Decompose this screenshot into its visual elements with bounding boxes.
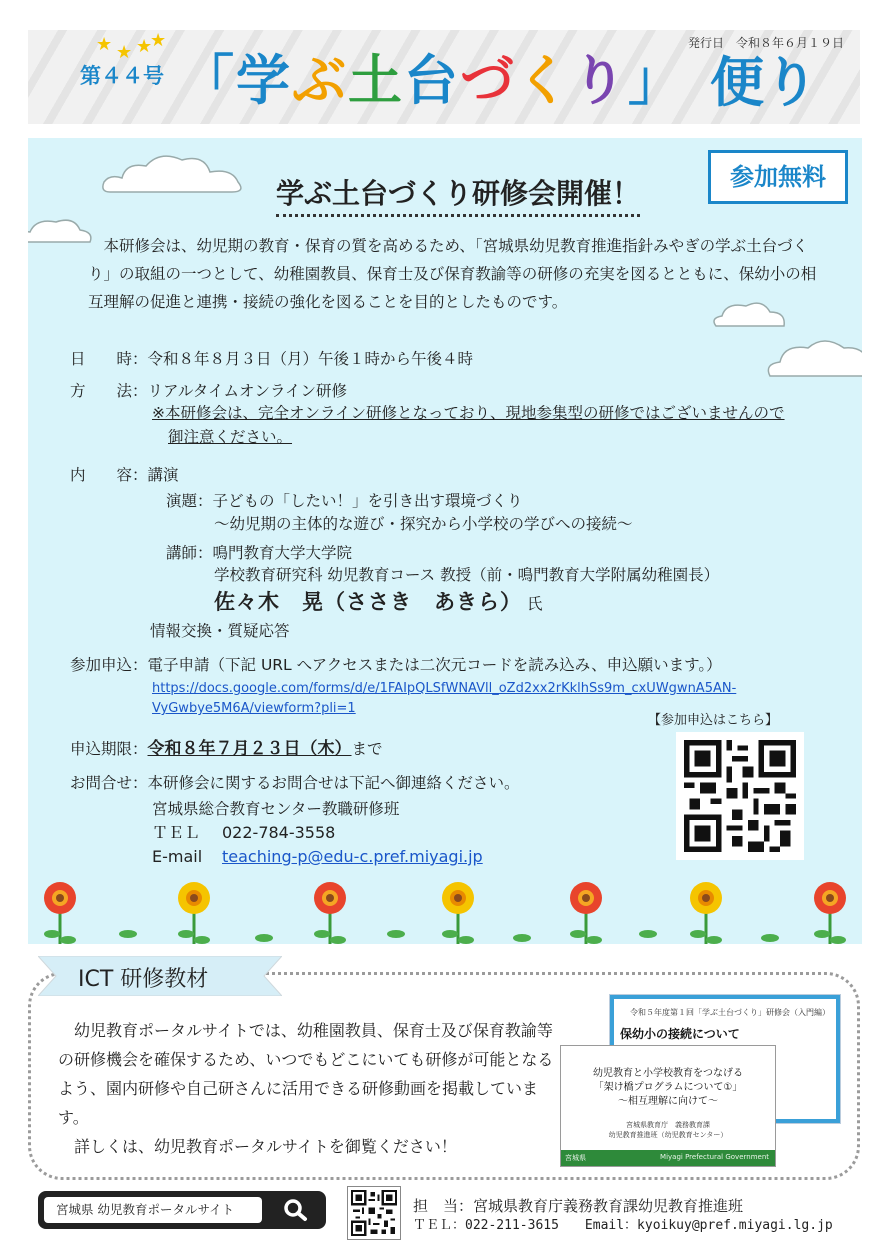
lecturer-affiliation: 学校教育研究科 幼児教育コース 教授（前・鳴門教育大学附属幼稚園長） bbox=[214, 566, 720, 584]
flower-icon bbox=[314, 882, 346, 944]
cloud-icon bbox=[764, 332, 862, 382]
date-row: 日 時：令和８年８月３日（月）午後１時から午後４時 bbox=[70, 350, 474, 368]
flower-icon bbox=[690, 882, 722, 944]
qr-code-icon[interactable] bbox=[347, 1186, 401, 1240]
search-icon[interactable] bbox=[278, 1197, 314, 1223]
theme-subtitle: ～幼児期の主体的な遊び・探究から小学校の学びへの接続～ bbox=[214, 515, 633, 533]
ict-paragraph: 幼児教育ポータルサイトでは、幼稚園教員、保育士及び保育教諭等の研修機会を確保するため、いつでもどこにいても研修が可能となるよう、園内研修や自己研さんに活用できる研修動画を掲載しています。 bbox=[58, 1021, 554, 1127]
lecturer-honorific: 氏 bbox=[526, 595, 543, 613]
portal-search-bar bbox=[38, 1191, 326, 1229]
theme-row: 演題：子どもの「したい！」を引き出す環境づくり bbox=[166, 492, 523, 510]
inquiry-tel: ＴＥＬ 022-784-3558 bbox=[152, 823, 336, 842]
apply-row: 参加申込：電子申請（下記 URL へアクセスまたは二次元コードを読み込み、申込願います。） bbox=[70, 656, 722, 674]
flower-icon bbox=[814, 882, 846, 944]
ict-title: ICT 研修教材 bbox=[78, 967, 209, 992]
lecturer-row: 講師：鳴門教育大学大学院 bbox=[166, 544, 353, 562]
free-badge: 参加無料 bbox=[708, 150, 848, 204]
star-icon: ★ bbox=[150, 30, 167, 51]
inquiry-email: E-mail teaching-p@edu-c.pref.miyagi.jp bbox=[152, 847, 483, 866]
inquiry-organization: 宮城県総合教育センター教職研修班 bbox=[152, 800, 400, 818]
intro-paragraph: 本研修会は、幼児期の教育・保育の質を高めるため、「宮城県幼児教育推進指針みやぎの学ぶ土台づくり」の取組の一つとして、幼稚園教員、保育士及び保育教諭等の研修の充実を図るとともに、保幼小の相互理解の促進と連携・接続の強化を図ることを目的としたものです。 bbox=[88, 237, 817, 311]
issue-date: 発行日 令和８年６月１９日 bbox=[687, 36, 844, 50]
email-link[interactable]: teaching-p@edu-c.pref.miyagi.jp bbox=[222, 847, 483, 866]
star-icon: ★ bbox=[136, 36, 153, 57]
qa-row: 情報交換・質疑応答 bbox=[150, 622, 290, 640]
slide-footer-bar: 宮城県 Miyagi Prefectural Government bbox=[561, 1150, 775, 1166]
event-panel bbox=[28, 138, 862, 944]
flower-icon bbox=[178, 882, 210, 944]
contact-person: 担 当：宮城県教育庁義務教育課幼児教育推進班 bbox=[413, 1197, 744, 1215]
ict-body bbox=[58, 1016, 558, 1161]
star-icon: ★ bbox=[116, 42, 133, 63]
star-icon: ★ bbox=[96, 34, 113, 55]
qr-caption: 【参加申込はこちら】 bbox=[648, 713, 779, 728]
issue-number: 第４４号 bbox=[80, 64, 164, 88]
apply-link[interactable]: https://docs.google.com/forms/d/e/1FAIpQLSfWNAVll_oZd2xx2rKklhSs9m_cxUWgwnA5AN- bbox=[152, 681, 737, 696]
deadline-value: 令和８年７月２３日（木） bbox=[147, 739, 352, 759]
cloud-icon bbox=[100, 148, 250, 198]
ict-paragraph: 詳しくは、幼児教育ポータルサイトを御覧ください！ bbox=[74, 1137, 457, 1156]
deadline-row: 申込期限：令和８年７月２３日（木）まで bbox=[70, 739, 383, 759]
newsletter-header bbox=[28, 30, 860, 124]
apply-link-cont[interactable]: VyGwbye5M6A/viewform?pli=1 bbox=[152, 701, 356, 716]
flower-icon bbox=[44, 882, 76, 944]
inquiry-row: お問合せ：本研修会に関するお問合せは下記へ御連絡ください。 bbox=[70, 774, 520, 792]
search-input[interactable]: 宮城県 幼児教育ポータルサイト bbox=[44, 1197, 262, 1223]
lecturer-name-row bbox=[214, 588, 542, 618]
flower-icon bbox=[570, 882, 602, 944]
method-note-cont: 御注意ください。 bbox=[168, 428, 293, 446]
event-title: 学ぶ土台づくり研修会開催！ bbox=[276, 172, 640, 217]
training-slide-thumbnail[interactable]: 幼児教育と小学校教育をつなげる 「架け橋プログラムについて①」 ～相互理解に向けて～ 宮城県教育庁 義務教育課 幼児教育推進班（幼児教育センター） 宮城県 Miyagi Prefectural Government bbox=[560, 1045, 776, 1167]
content-row: 内 容：講演 bbox=[70, 466, 179, 484]
method-row: 方 法：リアルタイムオンライン研修 bbox=[70, 382, 348, 400]
lecturer-name: 佐々木 晃（ささき あきら） bbox=[214, 590, 522, 614]
training-slide-thumbnail[interactable]: 令和５年度第１回「学ぶ土台づくり」研修会（入門編） 保幼小の接続について bbox=[609, 994, 841, 1124]
contact-tel-email: ＴＥＬ：022-211-3615 Email：kyoikuy@pref.miyagi.lg.jp bbox=[413, 1218, 833, 1233]
masthead-title: 「学ぶ土台づくり」 bbox=[180, 49, 684, 112]
masthead-suffix: 便り bbox=[710, 51, 818, 114]
cloud-icon bbox=[28, 212, 94, 246]
method-note: ※本研修会は、完全オンライン研修となっており、現地参集型の研修ではございませんので bbox=[152, 404, 785, 422]
flower-border bbox=[28, 868, 862, 944]
flower-icon bbox=[442, 882, 474, 944]
qr-code-icon[interactable] bbox=[676, 732, 804, 860]
